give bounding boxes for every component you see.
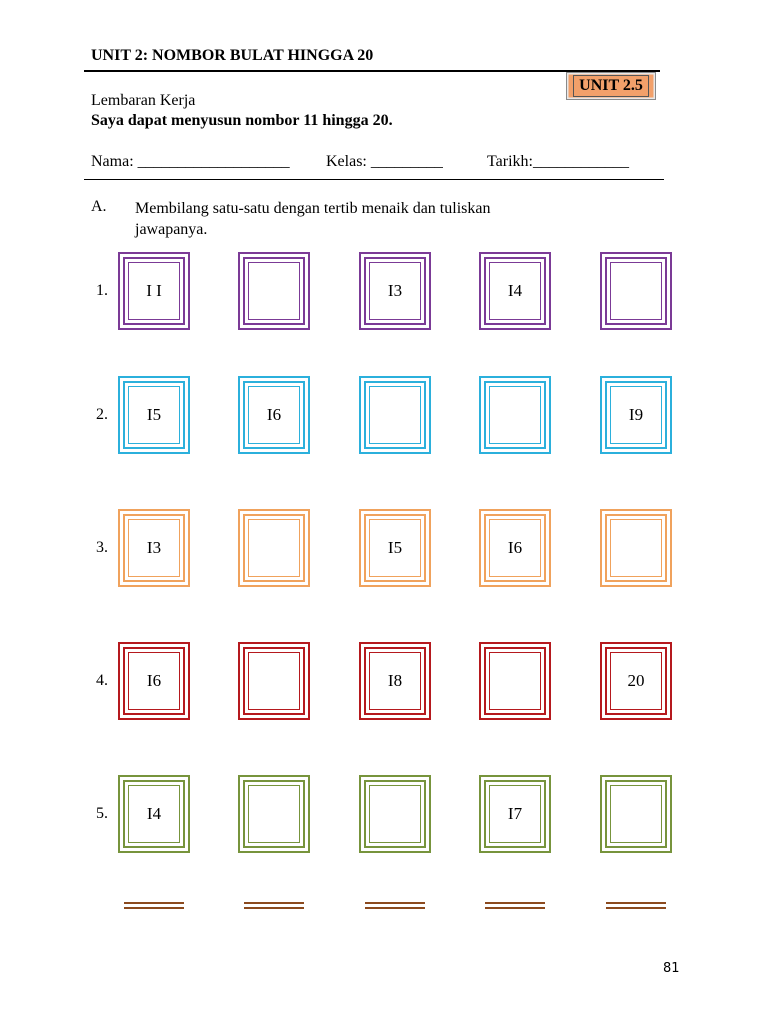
box-value: I8 — [369, 652, 421, 710]
row-number: 2. — [96, 406, 108, 423]
unit-title: UNIT 2: NOMBOR BULAT HINGGA 20 — [91, 47, 374, 64]
unit-badge-label: UNIT 2.5 — [573, 75, 649, 97]
box-value — [369, 386, 421, 444]
box-value: I I — [128, 262, 180, 320]
box-value — [248, 785, 300, 843]
answer-line — [485, 902, 545, 909]
answer-box[interactable] — [600, 252, 672, 330]
box-value: I5 — [128, 386, 180, 444]
number-box — [359, 642, 431, 720]
row-number: 5. — [96, 805, 108, 822]
box-value: I4 — [489, 262, 541, 320]
number-box — [238, 376, 310, 454]
number-box — [479, 775, 551, 853]
unit-badge — [566, 72, 656, 100]
answer-line — [124, 902, 184, 909]
answer-box[interactable] — [359, 376, 431, 454]
learning-objective: Saya dapat menyusun nombor 11 hingga 20. — [91, 112, 393, 129]
box-value — [610, 785, 662, 843]
answer-line — [365, 902, 425, 909]
number-box — [118, 252, 190, 330]
box-value — [610, 262, 662, 320]
number-box — [118, 509, 190, 587]
answer-box[interactable] — [479, 642, 551, 720]
number-box — [359, 252, 431, 330]
answer-line — [606, 902, 666, 909]
number-box — [118, 775, 190, 853]
box-value — [248, 262, 300, 320]
box-value — [489, 652, 541, 710]
sheet-label: Lembaran Kerja — [91, 92, 196, 109]
row-number: 1. — [96, 282, 108, 299]
box-value: I3 — [128, 519, 180, 577]
answer-box[interactable] — [238, 252, 310, 330]
box-value — [610, 519, 662, 577]
box-value: 20 — [610, 652, 662, 710]
box-value: I4 — [128, 785, 180, 843]
name-field[interactable]: Nama: ___________________ — [91, 153, 290, 170]
number-box — [359, 509, 431, 587]
answer-line — [244, 902, 304, 909]
box-value: I6 — [489, 519, 541, 577]
page-number: 81 — [663, 961, 680, 976]
box-value: I7 — [489, 785, 541, 843]
class-field[interactable]: Kelas: _________ — [326, 153, 443, 170]
box-value: I6 — [128, 652, 180, 710]
date-field[interactable]: Tarikh:____________ — [487, 153, 629, 170]
answer-box[interactable] — [600, 775, 672, 853]
number-box — [118, 642, 190, 720]
answer-box[interactable] — [238, 509, 310, 587]
number-box — [118, 376, 190, 454]
number-box — [479, 509, 551, 587]
section-letter: A. — [91, 198, 107, 215]
answer-box[interactable] — [238, 642, 310, 720]
box-value — [369, 785, 421, 843]
row-number: 3. — [96, 539, 108, 556]
number-box — [600, 376, 672, 454]
box-value: I5 — [369, 519, 421, 577]
section-instruction: Membilang satu-satu dengan tertib menaik dan tuliskan jawapanya. — [135, 200, 491, 238]
box-value — [489, 386, 541, 444]
answer-box[interactable] — [238, 775, 310, 853]
number-box — [600, 642, 672, 720]
answer-box[interactable] — [479, 376, 551, 454]
row-number: 4. — [96, 672, 108, 689]
box-value: I6 — [248, 386, 300, 444]
box-value — [248, 519, 300, 577]
box-value: I3 — [369, 262, 421, 320]
answer-box[interactable] — [600, 509, 672, 587]
box-value: I9 — [610, 386, 662, 444]
answer-box[interactable] — [359, 775, 431, 853]
box-value — [248, 652, 300, 710]
number-box — [479, 252, 551, 330]
fields-rule — [84, 179, 664, 180]
